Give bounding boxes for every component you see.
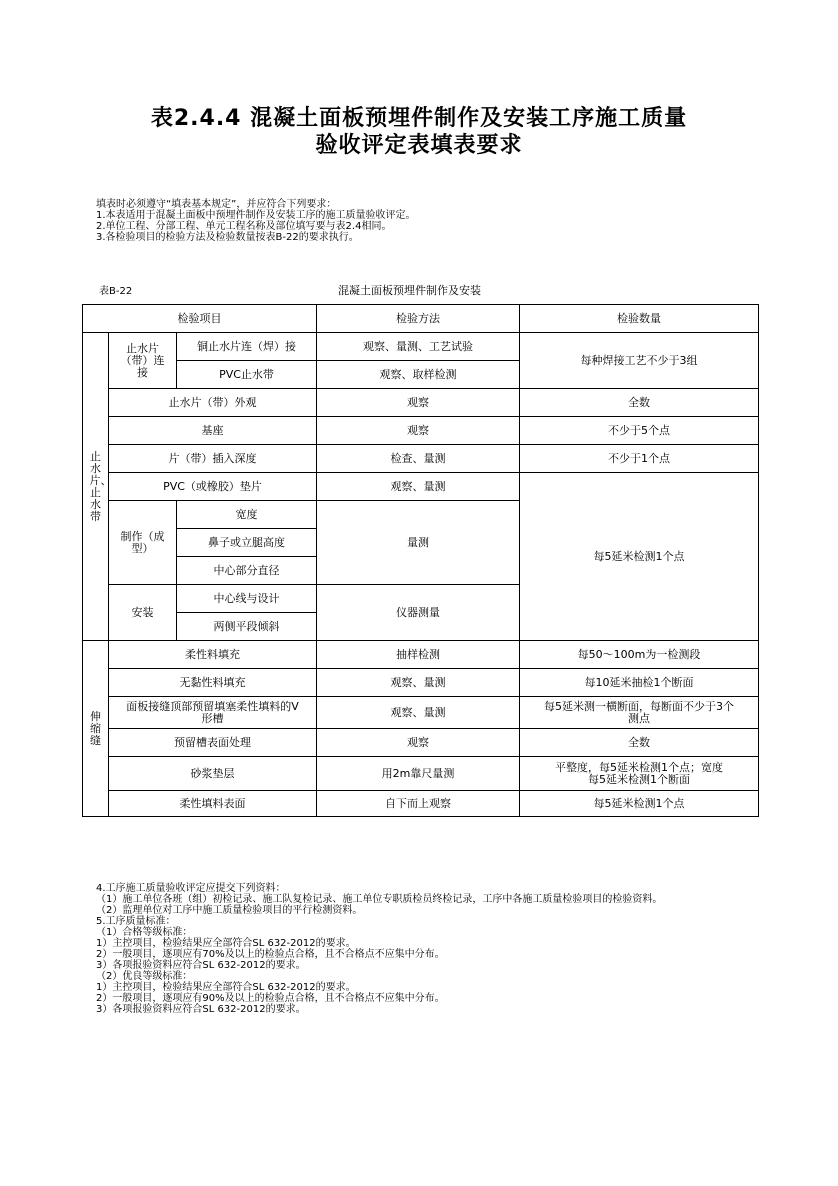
quantity-cell: 全数 [520, 729, 759, 757]
quantity-cell: 平整度，每5延米检测1个点；宽度每5延米检测1个断面 [520, 757, 759, 791]
method-cell: 用2m靠尺量测 [317, 757, 520, 791]
outro-line: （2）优良等级标准： [96, 971, 193, 982]
outro-line: 3）各项报验资料应符合SL 632-2012的要求。 [96, 960, 306, 971]
method-cell: 观察 [317, 729, 520, 757]
quantity-cell: 不少于5个点 [520, 417, 759, 445]
item-insert-depth: 片（带）插入深度 [109, 445, 317, 473]
item-mortar-bed: 砂浆垫层 [109, 757, 317, 791]
table-row [83, 791, 759, 817]
method-cell: 观察、量测 [317, 473, 520, 501]
outro-line: 2）一般项目，逐项应有70%及以上的检验点合格，且不合格点不应集中分布。 [96, 949, 445, 960]
method-cell: 量测 [317, 501, 520, 585]
table-row [83, 389, 759, 417]
item-nose-height: 鼻子或立腿高度 [177, 529, 317, 557]
item-appearance: 止水片（带）外观 [109, 389, 317, 417]
outro-line: 1）主控项目，检验结果应全部符合SL 632-2012的要求。 [96, 938, 356, 949]
method-cell: 观察、量测 [317, 697, 520, 729]
outro-line: （1）施工单位各班（组）初检记录、施工队复检记录、施工单位专职质检员终检记录，工序中各施工质量检验项目的检验资料。 [96, 894, 663, 905]
method-cell: 观察、取样检测 [317, 361, 520, 389]
item-width: 宽度 [177, 501, 317, 529]
header-item: 检验项目 [83, 305, 317, 333]
table-row [83, 729, 759, 757]
table-header-row [83, 305, 759, 333]
item-centerline: 中心线与设计 [177, 585, 317, 613]
intro-instructions [96, 199, 416, 243]
page-title-line1: 表2.4.4 混凝土面板预埋件制作及安装工序施工质量 [150, 106, 688, 131]
item-pvc-gasket: PVC（或橡胶）垫片 [109, 473, 317, 501]
table-row [83, 473, 759, 501]
intro-line: 2.单位工程、分部工程、单元工程名称及部位填写要与表2.4相同。 [96, 221, 392, 232]
item-filler-surface: 柔性填料表面 [109, 791, 317, 817]
item-nonsticky-fill: 无黏性料填充 [109, 669, 317, 697]
table-row [83, 697, 759, 729]
quantity-cell: 每5延米检测1个点 [520, 473, 759, 641]
item-groove-surface: 预留槽表面处理 [109, 729, 317, 757]
header-method: 检验方法 [317, 305, 520, 333]
table-row [83, 445, 759, 473]
table-row [83, 333, 759, 361]
sub-fabrication: 制作（成型） [109, 501, 177, 585]
method-cell: 抽样检测 [317, 641, 520, 669]
outro-line: 2）一般项目，逐项应有90%及以上的检验点合格，且不合格点不应集中分布。 [96, 993, 445, 1004]
quantity-cell: 每种焊接工艺不少于3组 [520, 333, 759, 389]
group-expansion-joint: 伸缩缝 [83, 641, 109, 817]
outro-line: （2）监理单位对工序中施工质量检验项目的平行检测资料。 [96, 905, 363, 916]
outro-line: （1）合格等级标准： [96, 927, 193, 938]
quantity-cell: 每50～100m为一检测段 [520, 641, 759, 669]
method-cell: 观察 [317, 389, 520, 417]
outro-line: 3）各项报验资料应符合SL 632-2012的要求。 [96, 1004, 306, 1015]
table-code: 表B-22 [99, 286, 133, 297]
item-pvc-band: PVC止水带 [177, 361, 317, 389]
table-row [83, 757, 759, 791]
table-name: 混凝土面板预埋件制作及安装 [338, 284, 481, 297]
page-title-line2: 验收评定表填表要求 [315, 133, 523, 158]
outro-line: 1）主控项目，检验结果应全部符合SL 632-2012的要求。 [96, 982, 356, 993]
quantity-cell: 每5延米测一横断面，每断面不少于3个测点 [520, 697, 759, 729]
group-waterstop: 止水片、止水带 [83, 333, 109, 641]
method-cell: 检查、量测 [317, 445, 520, 473]
item-center-diameter: 中心部分直径 [177, 557, 317, 585]
intro-line: 1.本表适用于混凝土面板中预埋件制作及安装工序的施工质量验收评定。 [96, 210, 416, 221]
quantity-cell: 每5延米检测1个点 [520, 791, 759, 817]
quantity-cell: 不少于1个点 [520, 445, 759, 473]
item-base: 基座 [109, 417, 317, 445]
sub-installation: 安装 [109, 585, 177, 641]
inspection-table [82, 304, 759, 817]
intro-line: 填表时必须遵守“填表基本规定”，并应符合下列要求： [96, 199, 337, 210]
method-cell: 自下而上观察 [317, 791, 520, 817]
outro-line: 5.工序质量标准： [96, 916, 176, 927]
table-row [83, 641, 759, 669]
item-v-groove: 面板接缝顶部预留填塞柔性填料的V形槽 [109, 697, 317, 729]
item-flexible-fill: 柔性料填充 [109, 641, 317, 669]
quantity-cell: 每10延米抽检1个断面 [520, 669, 759, 697]
method-cell: 仪器测量 [317, 585, 520, 641]
item-flat-tilt: 两侧平段倾斜 [177, 613, 317, 641]
item-copper-weld: 铜止水片连（焊）接 [177, 333, 317, 361]
intro-line: 3.各检验项目的检验方法及检验数量按表B-22的要求执行。 [96, 232, 359, 243]
outro-line: 4.工序施工质量验收评定应提交下列资料： [96, 883, 286, 894]
quantity-cell: 全数 [520, 389, 759, 417]
table-row [83, 417, 759, 445]
table-row [83, 669, 759, 697]
method-cell: 观察、量测、工艺试验 [317, 333, 520, 361]
method-cell: 观察、量测 [317, 669, 520, 697]
submission-requirements [84, 883, 756, 1015]
sub-connection: 止水片（带）连接 [109, 333, 177, 389]
method-cell: 观察 [317, 417, 520, 445]
header-quantity: 检验数量 [520, 305, 759, 333]
